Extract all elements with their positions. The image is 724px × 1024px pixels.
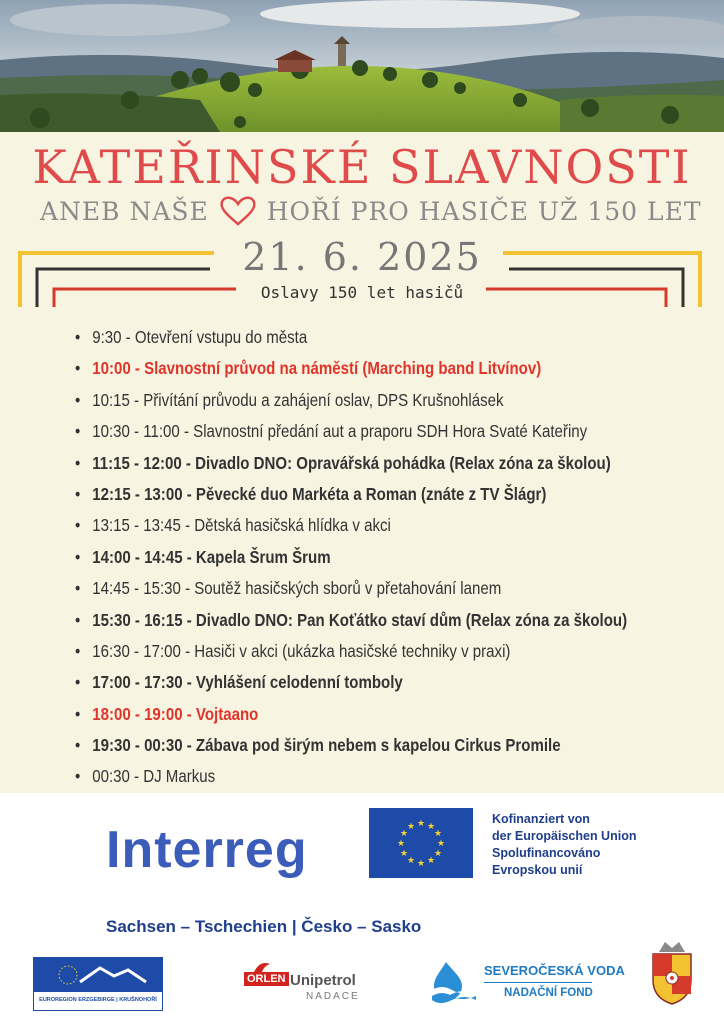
orlen-badge: ORLEN [244,972,289,986]
schedule-item: • 15:30 - 16:15 - Divadlo DNO: Pan Koťátko staví dům (Relax zóna za školou) [75,605,625,636]
svg-text:★: ★ [396,839,406,849]
schedule-item: • 14:45 - 15:30 - Soutěž hasičských sborů v přetahování lanem [75,573,625,604]
eu-text-line: der Europäischen Union [492,829,637,843]
schedule-item: • 17:00 - 17:30 - Vyhlášení celodenní tomboly [75,667,625,698]
eu-text-line: Kofinanziert von [492,812,590,826]
landscape-photo [0,0,724,132]
event-title: KATEŘINSKÉ SLAVNOSTI [32,140,692,194]
unipetrol-name: Unipetrol [290,972,356,989]
eu-flag [369,808,473,878]
anniversary-label: Oslavy 150 let hasičů [260,283,464,302]
schedule-item: • 12:15 - 13:00 - Pěvecké duo Markéta a Roman (znáte z TV Šlágr) [75,479,625,510]
event-subtitle [40,196,720,226]
schedule-item: • 18:00 - 19:00 - Vojtaano [75,699,625,730]
svg-text:★: ★ [399,829,409,839]
divider [484,982,592,983]
svg-text:★: ★ [436,839,446,849]
subtitle-prefix: ANEB NAŠE [40,197,209,226]
svg-text:★: ★ [406,822,416,832]
svg-text:★: ★ [433,849,443,859]
svg-text:★: ★ [406,856,416,866]
schedule-item: • 14:00 - 14:45 - Kapela Šrum Šrum [75,542,625,573]
severoceska-voda-name: SEVEROČESKÁ VODA [484,963,625,978]
schedule-item: • 13:15 - 13:45 - Dětská hasičská hlídka v akci [75,510,625,541]
interreg-logo: Interreg [106,821,308,879]
schedule-item: • 16:30 - 17:00 - Hasiči v akci (ukázka hasičské techniky v praxi) [75,636,625,667]
nadacni-fond-label: NADAČNÍ FOND [504,987,593,999]
unipetrol-nadace: NADACE [306,991,360,1002]
svg-text:★: ★ [416,819,426,829]
svg-text:★: ★ [426,856,436,866]
schedule-item: • 9:30 - Otevření vstupu do města [75,322,625,353]
subtitle-suffix: HOŘÍ PRO HASIČE UŽ 150 LET [266,197,702,226]
program-region: Sachsen – Tschechien | Česko – Sasko [106,917,422,936]
svg-text:★: ★ [433,829,443,839]
event-date: 21. 6. 2025 [242,235,482,279]
eu-text-line: Spolufinancováno [492,846,601,860]
schedule-item: • 10:00 - Slavnostní průvod na náměstí (Marching band Litvínov) [75,353,625,384]
schedule-item: • 10:30 - 11:00 - Slavnostní předání aut a praporu SDH Hora Svaté Kateřiny [75,416,625,447]
svg-text:★: ★ [416,859,426,869]
euroregion-caption: EUROREGION ERZGEBIRGE | KRUŠNOHOŘÍ [39,997,157,1003]
eu-text-line: Evropskou unií [492,863,583,877]
mountain-icon [34,958,160,992]
schedule-item: • 00:30 - DJ Markus [75,761,625,792]
schedule-item: • 19:30 - 00:30 - Zábava pod širým nebem s kapelou Cirkus Promile [75,730,625,761]
heart-icon [218,196,258,226]
schedule-item: • 10:15 - Přivítání průvodu a zahájení oslav, DPS Krušnohlásek [75,385,625,416]
town-crest-icon [649,940,695,1006]
schedule-list [75,322,715,793]
svg-text:★: ★ [426,822,436,832]
schedule-item: • 11:15 - 12:00 - Divadlo DNO: Opravářská pohádka (Relax zóna za školou) [75,448,625,479]
euroregion-logo [33,957,163,1011]
water-drop-icon [430,960,478,1004]
svg-text:★: ★ [399,849,409,859]
eu-stars-icon [369,808,473,878]
eu-cofinance-text [492,811,636,879]
